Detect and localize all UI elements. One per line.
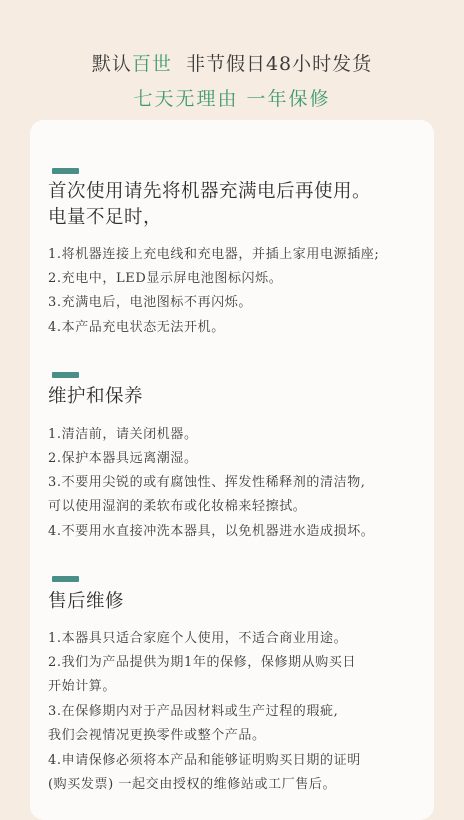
section-heading-charging-line2: 电量不足时， [48,207,163,228]
list-item: 1.本器具只适合家庭个人使用，不适合商业用途。 [48,631,348,646]
section-accent-bar [52,576,79,582]
list-item: 2.我们为产品提供为期1年的保修，保修期从购买日 [48,655,357,670]
instructions-card [30,120,434,820]
list-item: 4.申请保修必须将本产品和能够证明购买日期的证明 [48,753,361,768]
shipping-notice-prefix: 默认 [91,53,132,75]
section-accent-bar [52,372,79,378]
shipping-notice-text: 非节假日48小时发货 [171,53,373,75]
list-item: 3.在保修期内对于产品因材料或生产过程的瑕疵, [48,704,339,719]
warranty-notice: 七天无理由 一年保修 [133,88,331,110]
shipping-notice [0,49,464,76]
brand-name: 百世 [131,53,172,75]
list-item: (购买发票) 一起交由授权的维修站或工厂售后。 [48,777,337,792]
list-item: 3.不要用尖锐的或有腐蚀性、挥发性稀释剂的清洁物, [48,475,366,490]
list-item: 2.充电中，LED显示屏电池图标闪烁。 [48,271,283,286]
list-item: 4.不要用水直接冲洗本器具，以免机器进水造成损坏。 [48,524,375,539]
list-item: 我们会视情况更换零件或整个产品。 [48,728,266,743]
list-item: 可以使用湿润的柔软布或化妆棉来轻擦拭。 [48,499,307,514]
section-accent-bar [52,168,79,174]
list-item: 开始计算。 [48,679,117,694]
list-item: 2.保护本器具远离潮湿。 [48,451,198,466]
section-heading-charging: 首次使用请先将机器充满电后再使用。 [48,181,372,202]
list-item: 1.清洁前，请关闭机器。 [48,427,198,442]
section-heading-after-sales: 售后维修 [48,591,125,612]
list-item: 4.本产品充电状态无法开机。 [48,320,225,335]
list-item: 1.将机器连接上充电线和充电器，并插上家用电源插座; [48,247,380,262]
list-item: 3.充满电后，电池图标不再闪烁。 [48,295,253,310]
section-heading-maintenance: 维护和保养 [48,386,144,407]
